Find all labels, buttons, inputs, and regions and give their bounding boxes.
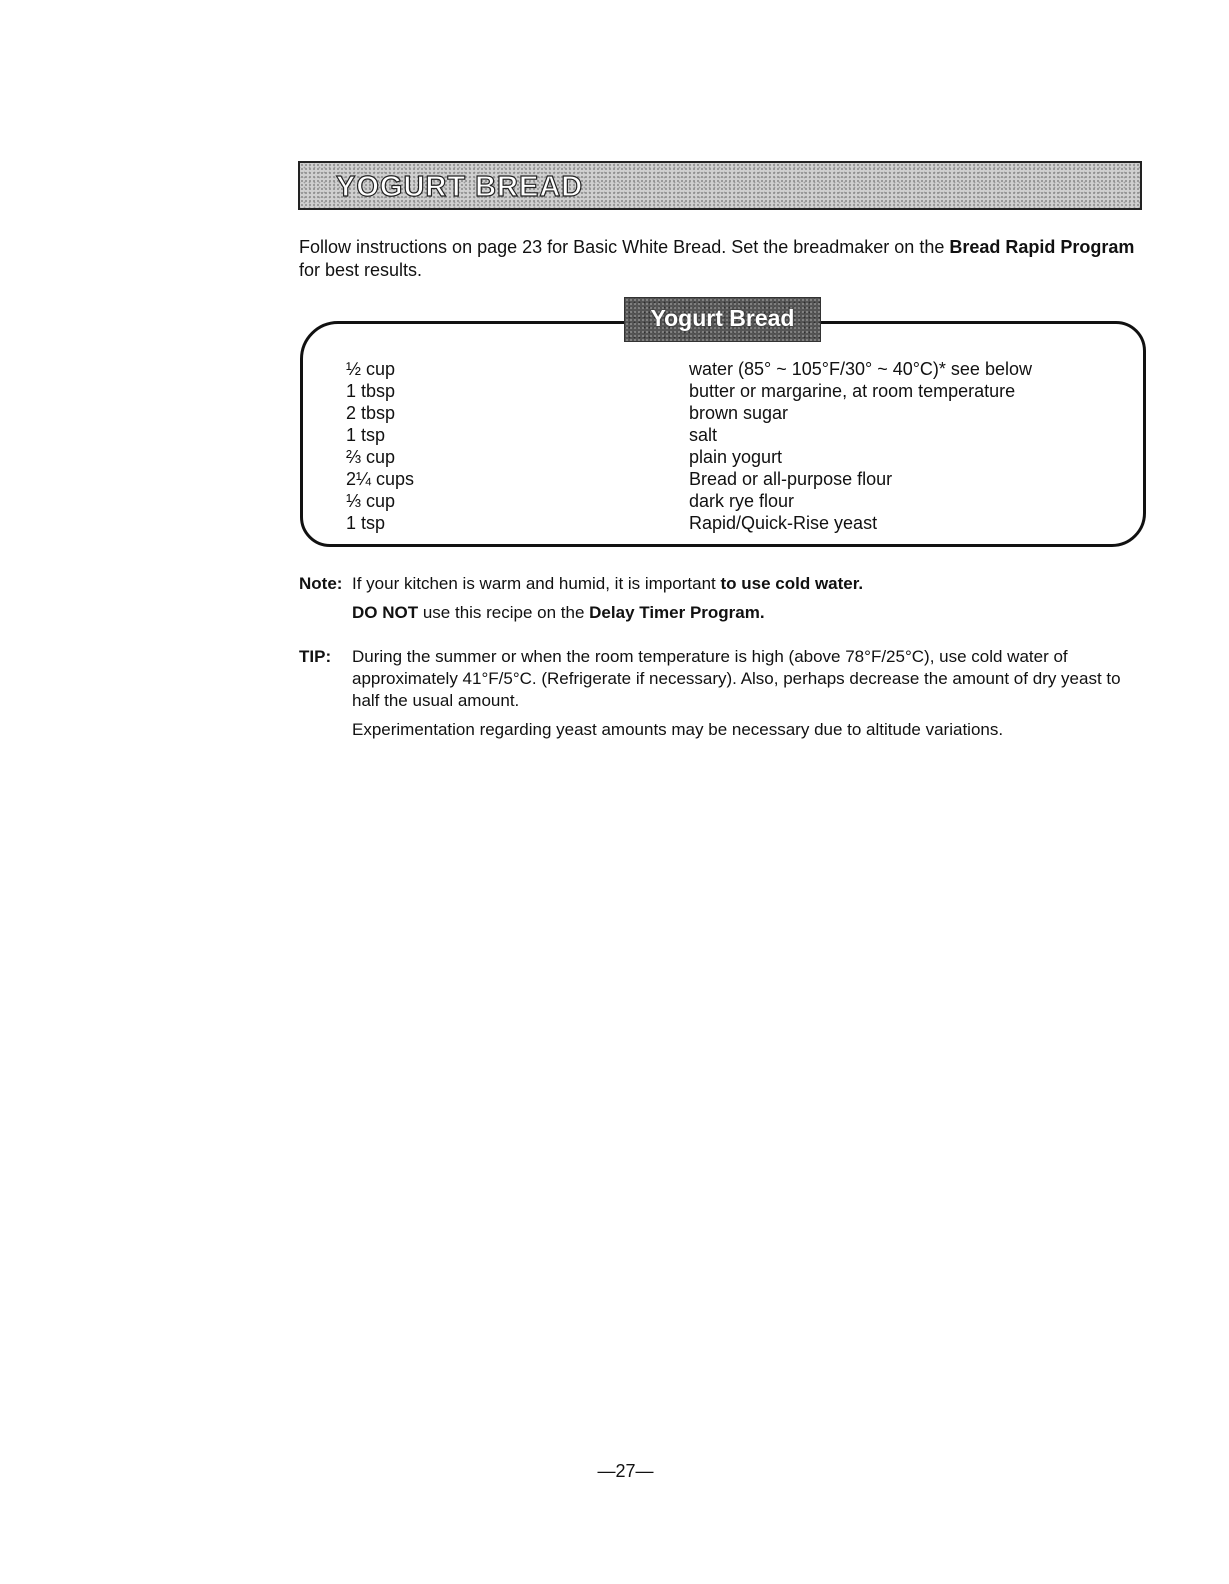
ingredient-name: butter or margarine, at room temperature bbox=[689, 381, 1016, 401]
ingredient-quantity: 1 tsp bbox=[346, 513, 386, 533]
tip-paragraph-1: During the summer or when the room temperature is high (above 78°F/25°C), use cold water of approximately 41°F/5°C. (Refrigerate if necessary). Also, perhaps decrease the amount of dry yeast to half the usual amount. bbox=[352, 647, 1121, 710]
ingredient-row bbox=[346, 358, 1106, 380]
note-text bbox=[352, 573, 1145, 595]
tip-section bbox=[299, 646, 1145, 741]
ingredient-name: salt bbox=[689, 425, 718, 445]
ingredient-row bbox=[346, 512, 1106, 534]
ingredient-quantity: ⅔ cup bbox=[346, 447, 396, 467]
note-line2-text: use this recipe on the bbox=[418, 603, 590, 622]
recipe-label-badge bbox=[624, 297, 821, 342]
ingredient-name: brown sugar bbox=[689, 403, 789, 423]
note-line2 bbox=[352, 602, 1145, 624]
intro-text-end: for best results. bbox=[299, 260, 423, 280]
tip-paragraph-2: Experimentation regarding yeast amounts may be necessary due to altitude variations. bbox=[352, 720, 1004, 739]
intro-program-name: Bread Rapid Program bbox=[949, 237, 1135, 257]
ingredient-name: plain yogurt bbox=[689, 447, 783, 467]
title-banner bbox=[298, 161, 1142, 210]
ingredient-name: dark rye flour bbox=[689, 491, 795, 511]
ingredient-quantity: ⅓ cup bbox=[346, 491, 396, 511]
ingredient-quantity: 2¼ cups bbox=[346, 469, 415, 489]
tip-row bbox=[299, 646, 1145, 712]
ingredient-name: Rapid/Quick-Rise yeast bbox=[689, 513, 878, 533]
page-title: YOGURT BREAD bbox=[336, 171, 584, 203]
ingredient-name: water (85° ~ 105°F/30° ~ 40°C)* see below bbox=[689, 359, 1032, 379]
ingredient-row bbox=[346, 402, 1106, 424]
note-do-not: DO NOT bbox=[352, 603, 419, 622]
note-line1-text: If your kitchen is warm and humid, it is important bbox=[352, 574, 721, 593]
note-row bbox=[299, 573, 1145, 595]
ingredient-row bbox=[346, 380, 1106, 402]
ingredient-quantity: ½ cup bbox=[346, 359, 396, 379]
ingredient-row bbox=[346, 446, 1106, 468]
intro-paragraph bbox=[299, 236, 1145, 282]
ingredient-row bbox=[346, 490, 1106, 512]
note-section bbox=[299, 573, 1145, 624]
ingredient-row bbox=[346, 424, 1106, 446]
note-line1-emphasis: to use cold water. bbox=[720, 574, 864, 593]
ingredient-list bbox=[346, 358, 1106, 534]
intro-text: Follow instructions on page 23 for Basic White Bread. Set the breadmaker on the bbox=[299, 237, 950, 257]
ingredient-quantity: 2 tbsp bbox=[346, 403, 396, 423]
page-number-text: —27— bbox=[597, 1461, 654, 1481]
tip-label: TIP: bbox=[299, 647, 332, 666]
ingredient-quantity: 1 tsp bbox=[346, 425, 386, 445]
recipe-label: Yogurt Bread bbox=[650, 305, 795, 331]
ingredient-row bbox=[346, 468, 1106, 490]
note-label: Note: bbox=[299, 574, 343, 593]
ingredient-name: Bread or all-purpose flour bbox=[689, 469, 893, 489]
note-program-name: Delay Timer Program. bbox=[589, 603, 765, 622]
page-number bbox=[0, 1461, 1229, 1482]
ingredient-quantity: 1 tbsp bbox=[346, 381, 396, 401]
